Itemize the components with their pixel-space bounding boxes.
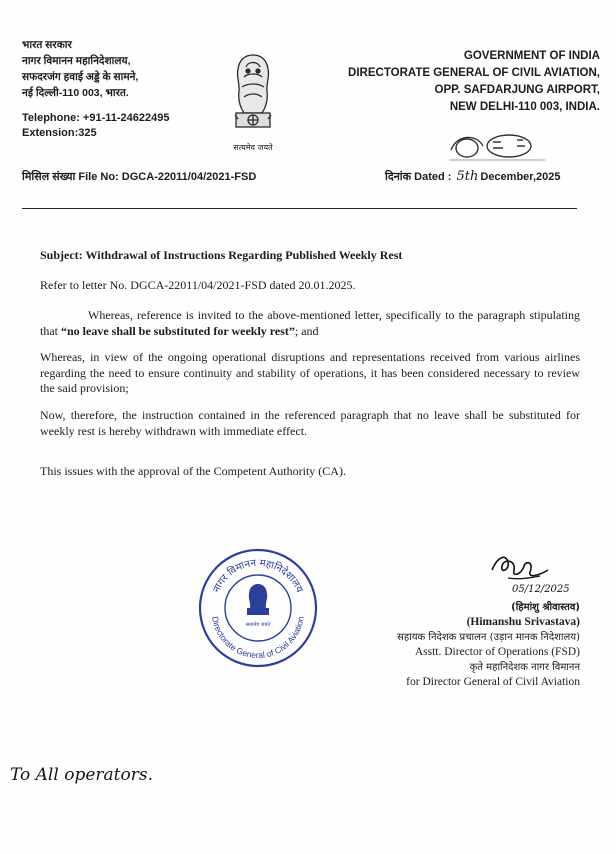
paragraph-2: Whereas, in view of the ongoing operational disruptions and representations received from various airlines regarding the need to ensure continuity and stability of operations, it has been considered necessary to review the said provision; [40,350,580,395]
file-number: मिसिल संख्या File No: DGCA-22011/04/2021-FSD [22,171,257,183]
emblem-motto: सत्यमेव जयते [233,143,273,152]
signatory-name: (Himanshu Srivastava) [466,616,580,628]
signatory-hindi-for: कृते महानिदेशक नागर विमानन [469,662,580,673]
p1-text: Whereas, reference is invited to the above-mentioned letter, specifically to the paragraph stipulating that [40,308,580,338]
date-day-handwritten: 5th [456,169,479,184]
header-divider [22,208,577,209]
g20-logo-icon [447,128,547,166]
header-english-address [348,48,600,116]
hindi-line: सफदरजंग हवाई अड्डे के सामने, [22,71,139,83]
hindi-line: भारत सरकार [22,39,72,51]
stamp-hindi-text: नागर विमानन महानिदेशालय [211,557,305,595]
english-line: NEW DELHI-110 003, INDIA. [449,101,600,113]
english-line: DIRECTORATE GENERAL OF CIVIL AVIATION, [348,67,600,79]
date-label: दिनांक Dated : [385,171,452,183]
telephone: Telephone: +91-11-24622495 [22,112,170,124]
handwritten-signature [478,548,598,598]
handwritten-note-text: To All operators. [10,765,153,785]
stamp-motto: सत्यमेव जयते [245,622,271,628]
signature-date: 05/12/2025 [512,584,570,595]
english-line: GOVERNMENT OF INDIA [463,50,600,62]
p1-quote: “no leave shall be substituted for weekly rest” [61,323,295,338]
header-hindi-address [22,37,138,101]
english-line: OPP. SAFDARJUNG AIRPORT, [434,84,600,96]
paragraph-1 [40,308,580,339]
dgca-seal-stamp [196,546,320,670]
hindi-line: नई दिल्ली-110 003, भारत. [22,87,129,99]
reference-line: Refer to letter No. DGCA-22011/04/2021-FSD dated 20.01.2025. [40,278,356,292]
subject-line: Subject: Withdrawal of Instructions Regarding Published Weekly Rest [40,248,403,262]
paragraph-3: Now, therefore, the instruction contained in the referenced paragraph that no leave shall be substituted for weekly rest is hereby withdrawn with immediate effect. [40,408,580,438]
extension: Extension:325 [22,127,97,139]
signatory-block [397,600,580,690]
paragraph-4: This issues with the approval of the Competent Authority (CA). [40,464,346,478]
stamp-english-text: Directorate General of Civil Aviation [210,615,306,661]
p1-end: ; and [294,323,319,338]
national-emblem-icon [222,42,284,152]
signatory-designation: Asstt. Director of Operations (FSD) [414,646,580,658]
signatory-hindi-designation: सहायक निदेशक प्रचालन (उड़ान मानक निदेशालय) [397,632,580,643]
signatory-hindi-name: (हिमांशु श्रीवास्तव) [511,602,580,613]
hindi-line: नागर विमानन महानिदेशालय, [22,55,131,67]
date-rest: December,2025 [480,171,561,183]
handwritten-note [10,758,170,788]
dated-line [385,169,561,184]
signatory-for-line: for Director General of Civil Aviation [406,676,580,688]
contact-block [22,111,169,141]
